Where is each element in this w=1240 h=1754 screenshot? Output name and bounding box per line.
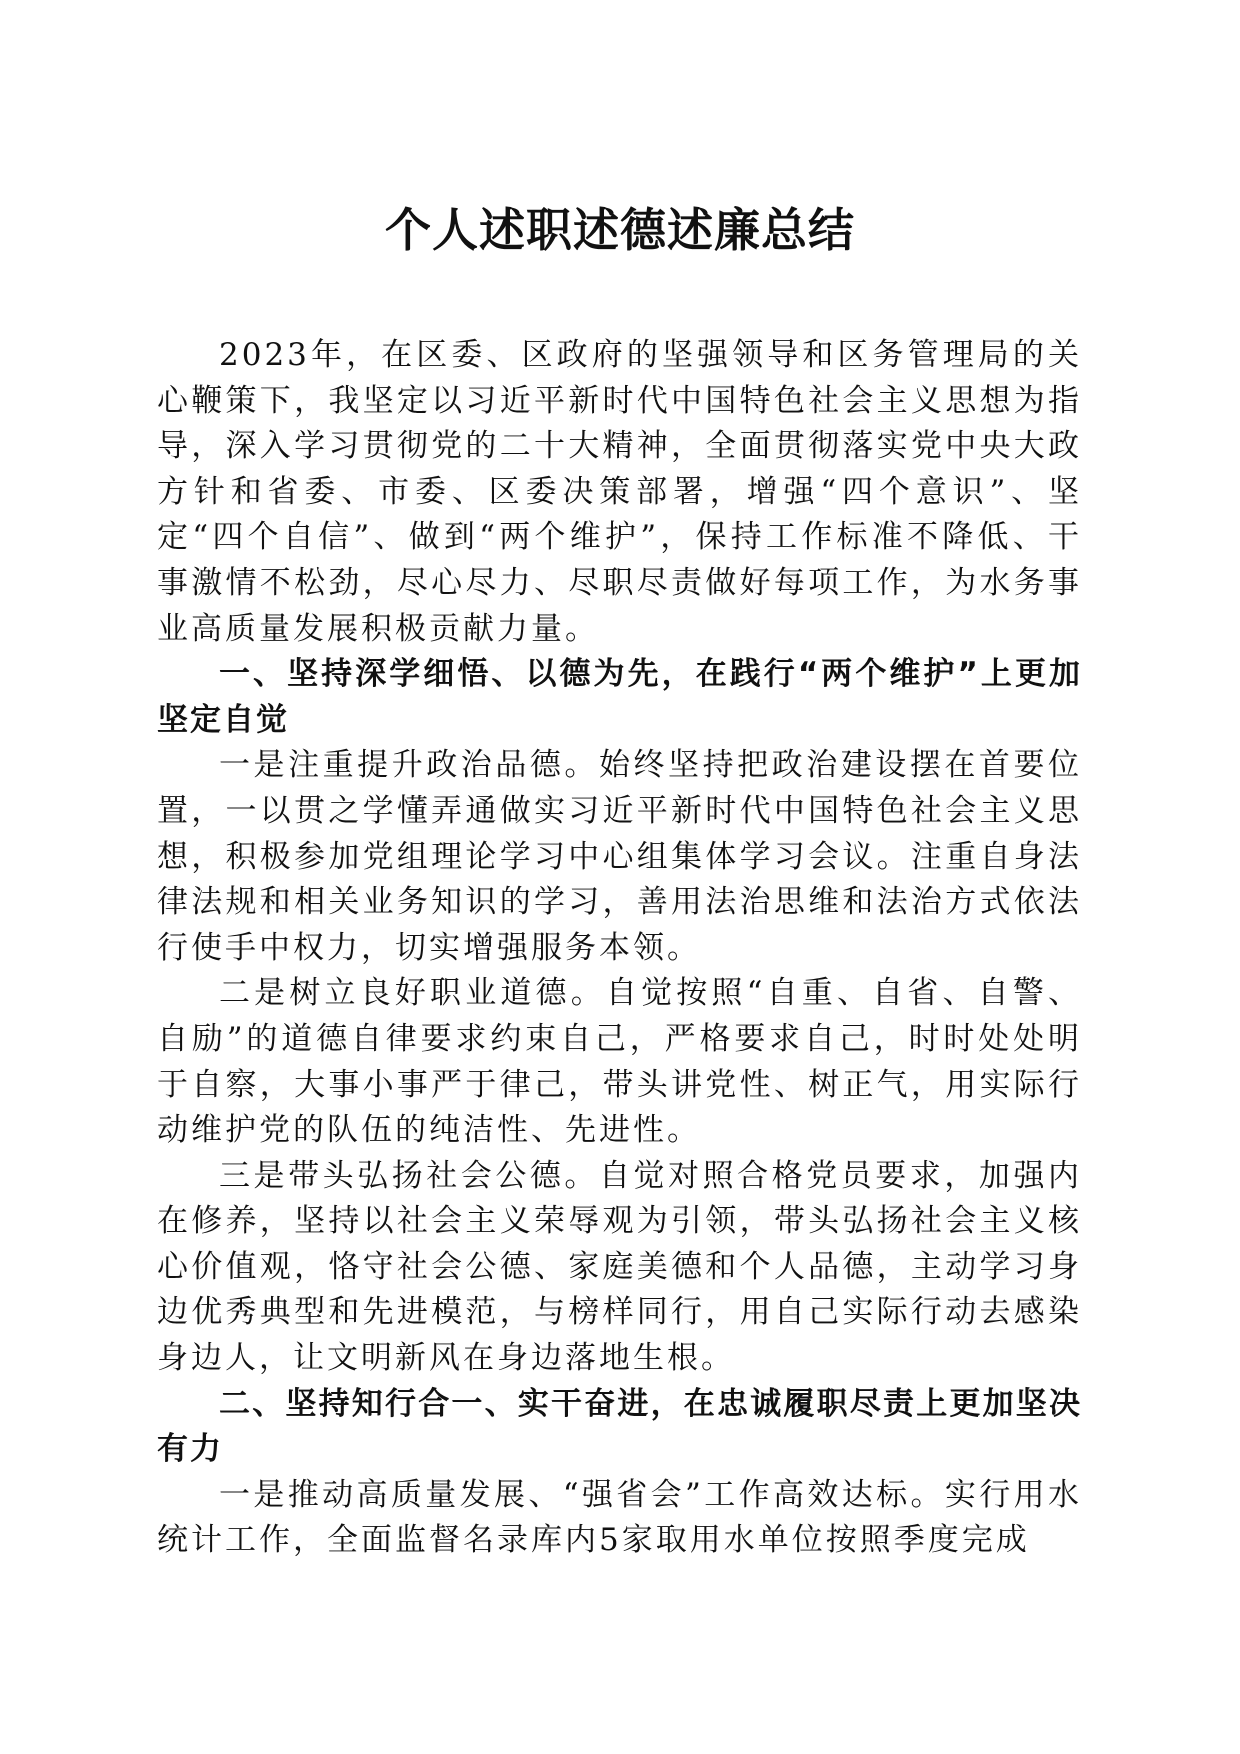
paragraph-social-morality: 三是带头弘扬社会公德。自觉对照合格党员要求，加强内在修养，坚持以社会主义荣辱观为引领，带头弘扬社会主义核心价值观，恪守社会公德、家庭美德和个人品德，主动学习身边优秀典型和先进模范，与榜样同行，用自己实际行动去感染身边人，让文明新风在身边落地生根。 <box>157 1157 1082 1377</box>
section-heading-2: 二、坚持知行合一、实干奋进，在忠诚履职尽责上更加坚决有力 <box>157 1385 1082 1468</box>
paragraph-political-morality: 一是注重提升政治品德。始终坚持把政治建设摆在首要位置，一以贯之学懂弄通做实习近平新时代中国特色社会主义思想，积极参加党组理论学习中心组集体学习会议。注重自身法律法规和相关业务知识的学习，善用法治思维和法治方式依法行使手中权力，切实增强服务本领。 <box>157 747 1082 966</box>
document-body <box>157 333 1082 1564</box>
document-title: 个人述职述德述廉总结 <box>385 203 855 257</box>
intro-paragraph: 2023年，在区委、区政府的坚强领导和区务管理局的关心鞭策下，我坚定以习近平新时代中国特色社会主义思想为指导，深入学习贯彻党的二十大精神，全面贯彻落实党中央大政方针和省委、市委、区委决策部署，增强“四个意识”、坚定“四个自信”、做到“两个维护”，保持工作标准不降低、干事激情不松劲，尽心尽力、尽职尽责做好每项工作，为水务事业高质量发展积极贡献力量。 <box>157 337 1082 647</box>
paragraph-high-quality-development: 一是推动高质量发展、“强省会”工作高效达标。实行用水统计工作，全面监督名录库内5家取用水单位按照季度完成 <box>157 1476 1082 1559</box>
paragraph-professional-ethics: 二是树立良好职业道德。自觉按照“自重、自省、自警、自励”的道德自律要求约束自己，严格要求自己，时时处处明于自察，大事小事严于律己，带头讲党性、树正气，用实际行动维护党的队伍的纯洁性、先进性。 <box>157 975 1082 1149</box>
section-heading-1: 一、坚持深学细悟、以德为先，在践行“两个维护”上更加坚定自觉 <box>157 656 1082 738</box>
